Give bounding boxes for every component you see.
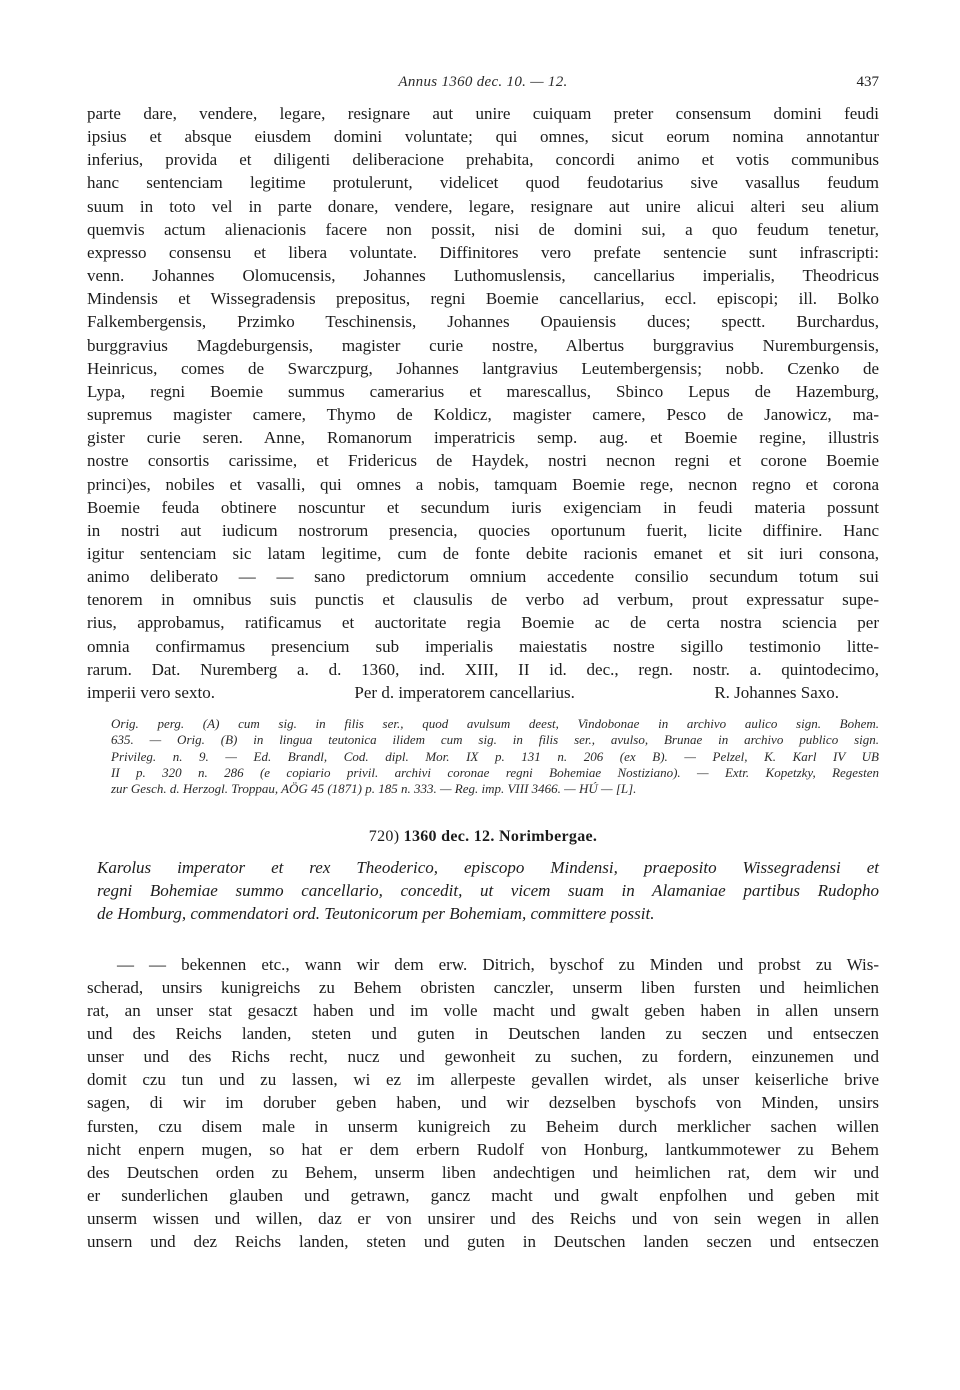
- text-line: Boemie feuda obtinere noscuntur et secundum iuris exigenciam in feudi materia possunt: [87, 497, 879, 517]
- text-line: domit czu tun und zu lassen, wi ez im allerpeste gevallen wirdet, als unser keiserliche brive: [87, 1070, 879, 1090]
- text-line: gister curie seren. Anne, Romanorum imperatricis semp. aug. et Boemie regine, illustris: [87, 428, 879, 448]
- chancery-note: Per d. imperatorem cancellarius.: [354, 682, 575, 702]
- text-line: rarum. Dat. Nuremberg a. d. 1360, ind. XIII, II id. dec., regn. nostr. a. quintodecimo,: [87, 659, 879, 679]
- scribe-note: R. Johannes Saxo.: [714, 682, 839, 702]
- text-line: nostre consortis carissime, et Fridericus de Haydek, nostri necnon regni et corone Boemie: [87, 451, 879, 471]
- running-title: Annus 1360 dec. 10. — 12.: [398, 74, 568, 90]
- running-head: [87, 60, 879, 90]
- text-line: igitur sentenciam sic latam legitime, cum de fonte debite racionis emanet et sit iuri consona,: [87, 543, 879, 563]
- apparatus-line: zur Gesch. d. Herzogl. Troppau, AÖG 45 (1871) p. 185 n. 333. — Reg. imp. VIII 3466. — HÚ — [L].: [111, 781, 637, 797]
- text-line: animo deliberato — — sano predictorum omnium accedente consilio secundum totum sui: [87, 567, 879, 587]
- text-line: rat, an unser stat gesaczt haben und im volle macht und gwalt geben haben in allen unsern: [87, 1000, 879, 1020]
- text-line: Mindensis et Wissegradensis prepositus, regni Boemie cancellarius, eccl. episcopi; ill. Bolko: [87, 289, 879, 309]
- text-line: burggravius Magdeburgensis, magister curie nostre, Albertus burggravius Nuremburgensis,: [87, 335, 879, 355]
- text-line: suum in toto vel in parte donare, vendere, legare, resignare aut unire alicui alteri seu alium: [87, 196, 879, 216]
- text-line: quemvis actum alienacionis facere non possit, nisi de domini sui, a quo feudum tenetur,: [87, 219, 879, 239]
- page-number: 437: [856, 74, 879, 90]
- document-place: Norimbergae.: [498, 827, 598, 845]
- text-line: unsern und dez Reichs landen, steten und guten in Deutschen landen seczen und entseczen: [87, 1232, 879, 1252]
- book-page: [87, 60, 879, 1254]
- apparatus-line: Orig. perg. (A) cum sig. in filis ser., quod avulsum deest, Vindobonae in archivo aulico sign. Bohem.: [111, 716, 879, 732]
- document-heading: [87, 828, 879, 846]
- text-line: des Deutschen orden zu Behem, unserm liben andechtigen und heimlichen rat, dem wir und: [87, 1162, 879, 1182]
- critical-apparatus: [87, 716, 879, 797]
- text-line: supremus magister camere, Thymo de Koldicz, magister camere, Pesco de Janowicz, ma-: [87, 405, 879, 425]
- text-line: Heinricus, comes de Swarczpurg, Johannes lantgravius Leutembergensis; nobb. Czenko de: [87, 358, 879, 378]
- text-line: er sunderlichen glauben und getrawn, gancz macht und gwalt enpfolhen und geben mit: [87, 1186, 879, 1206]
- document-number: 720): [368, 827, 400, 845]
- text-line: scherad, unsirs kunigreichs zu Behem obristen canczler, unserm liben fursten und heimlichen: [87, 977, 879, 997]
- regest-line: regni Bohemiae summo cancellario, concedit, ut vicem suam in Alamaniae partibus Rudopho: [97, 880, 879, 900]
- text-line: unserm wissen und willen, daz er von unsirer und des Reichs und von sein wegen in allen: [87, 1209, 879, 1229]
- regest: [87, 856, 879, 925]
- document-date: 1360 dec. 12.: [403, 827, 495, 845]
- text-line: venn. Johannes Olomucensis, Johannes Luthomuslensis, cancellarius imperialis, Theodricus: [87, 266, 879, 286]
- text-line: rius, approbamus, ratificamus et auctoritate regia Boemie ac de certa nostra sciencia per: [87, 613, 879, 633]
- text-line: princi)es, nobiles et vasalli, qui omnes a nobis, tamquam Boemie rege, necnon regno et corona: [87, 474, 879, 494]
- german-charter-text: [87, 953, 879, 1254]
- text-line: expresso consensu et libera voluntate. Diffinitores vero prefate sentencie sunt infrascripti:: [87, 242, 879, 262]
- apparatus-line: Privileg. n. 9. — Ed. Brandl, Cod. dipl. Mor. IX p. 131 n. 206 (ex B). — Pelzel, K. Karl IV UB: [111, 748, 879, 764]
- dating-clause: imperii vero sexto.: [87, 682, 215, 702]
- text-line: in nostri aut iudicum nostrorum presencia, quocies oportunum fuerit, licite diffinire. Hanc: [87, 520, 879, 540]
- text-line: ipsius et absque eiusdem domini voluntate; qui omnes, sicut eorum nomina annotantur: [87, 127, 879, 147]
- text-line: hanc sentenciam legitime protulerunt, videlicet quod feudotarius sive vasallus feudum: [87, 173, 879, 193]
- text-line: omnia confirmamus presencium sub imperialis maiestatis nostre sigillo testimonio litte-: [87, 636, 879, 656]
- regest-line: Karolus imperator et rex Theoderico, episcopo Mindensi, praeposito Wissegradensi et: [97, 857, 879, 877]
- charter-continuation: [87, 102, 879, 704]
- text-line: sagen, di wir im doruber geben haben, und wir dezselben byschofs von Minden, unsirs: [87, 1093, 879, 1113]
- apparatus-line: 635. — Orig. (B) in lingua teutonica ilidem cum sig. in filis ser., avulso, Brunae in archivo publico sign.: [111, 732, 879, 748]
- text-line: inferius, provida et diligenti deliberacione prehabita, concordi animo et votis communibus: [87, 150, 879, 170]
- text-line: Lypa, regni Boemie summus camerarius et marescallus, Sbinco Lepus de Hazemburg,: [87, 381, 879, 401]
- text-line: tenorem in omnibus suis punctis et clausulis de verbo ad verbum, prout expressatur supe-: [87, 590, 879, 610]
- text-line: — — bekennen etc., wann wir dem erw. Ditrich, byschof zu Minden und probst zu Wis-: [117, 954, 879, 974]
- signature-line: [87, 681, 879, 704]
- text-line: und des Reichs landen, steten und guten in Deutschen landen zu seczen und entseczen: [87, 1024, 879, 1044]
- text-line: fursten, czu disem male in unserm kunigreich zu Beheim durch merklicher sachen willen: [87, 1116, 879, 1136]
- apparatus-line: II p. 320 n. 286 (e copiario privil. archivi coronae regni Bohemiae Nostiziano). — Extr. Kopetzky, Regesten: [111, 764, 879, 780]
- text-line: unser und des Richs recht, nucz und gewonheit zu suchen, zu fordern, einzunemen und: [87, 1047, 879, 1067]
- text-line: Falkembergensis, Przimko Teschinensis, Johannes Opauiensis duces; spectt. Burchardus,: [87, 312, 879, 332]
- regest-line: de Homburg, commendatori ord. Teutonicorum per Bohemiam, committere possit.: [97, 903, 655, 923]
- text-line: nicht enpern mugen, so hat er dem erbern Rudolf von Honburg, lantkummotewer zu Behem: [87, 1139, 879, 1159]
- text-line: parte dare, vendere, legare, resignare aut unire cuiquam preter consensum domini feudi: [87, 104, 879, 123]
